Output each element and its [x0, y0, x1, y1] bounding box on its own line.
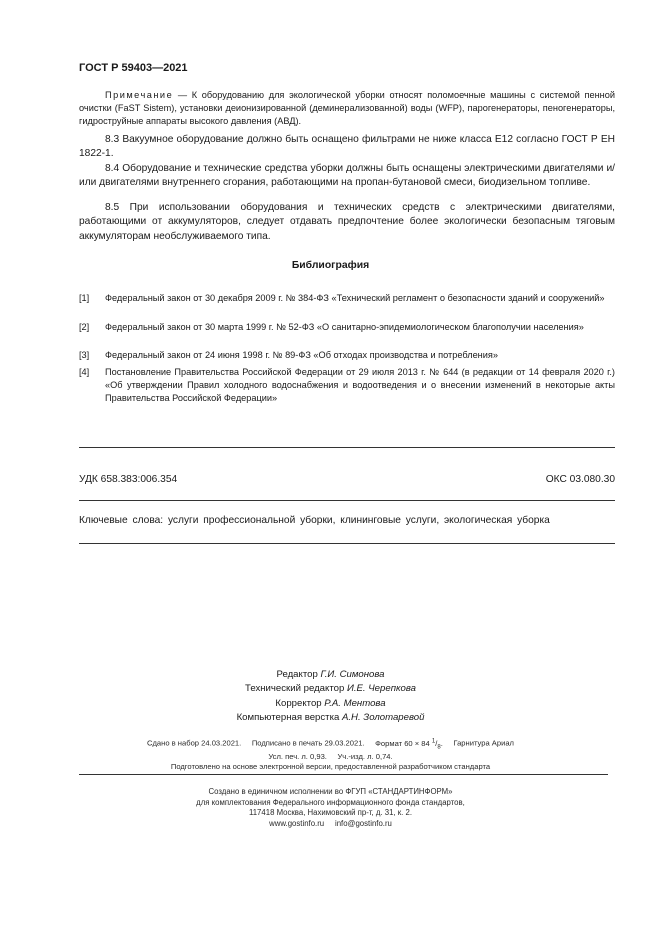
credits-block	[0, 668, 661, 725]
imprint-line-1	[0, 736, 661, 752]
section-8-4	[79, 162, 615, 191]
imprint-format-prefix: Формат 60 × 84	[375, 738, 430, 748]
credit-corrector	[0, 697, 661, 711]
credit-name: Г.И. Симонова	[320, 669, 385, 680]
divider-line	[79, 447, 615, 448]
bibliography-item	[79, 366, 615, 404]
divider-line	[79, 500, 615, 501]
section-number: 8.4	[105, 163, 120, 174]
oks-code: ОКС 03.080.30	[545, 474, 615, 485]
bibliography-item	[79, 292, 615, 305]
imprint-pub-sheets: Уч.-изд. л. 0,74.	[337, 752, 393, 762]
credit-role: Редактор	[276, 669, 318, 680]
imprint-format-den: 8	[437, 744, 441, 751]
bibliography-number: [4]	[79, 367, 90, 377]
divider-line	[79, 774, 608, 775]
bibliography-number: [1]	[79, 293, 90, 303]
credit-layout	[0, 711, 661, 725]
keywords-line: Ключевые слова: услуги профессиональной уборки, клининговые услуги, экологическая уборка	[79, 515, 550, 526]
publisher-line-2: для комплектования Федерального информационного фонда стандартов,	[196, 797, 465, 807]
section-text: При использовании оборудования и технических средств с электрическими двигателями, работающими от аккумуляторов, следует отдавать предпочтение более экологически безопасным тяговым аккумуляторам необслуживаемого типа.	[79, 202, 615, 242]
page-header-standard: ГОСТ Р 59403—2021	[79, 62, 188, 74]
bibliography-number: [3]	[79, 350, 90, 360]
note-text: — К оборудованию для экологической уборки относят поломоечные машины с системой пенной очистки (FaST Sistem), установки деионизированной (деминерализованной) воды (WFP), парогенераторы, пеногенераторы, гидроструйные аппараты высокого давления (АВД).	[79, 90, 615, 126]
bibliography-text: Постановление Правительства Российской Федерации от 29 июля 2013 г. № 644 (в редакции от 14 февраля 2020 г.) «Об утверждении Правил холодного водоснабжения и водоотведения и о внесении изменений в некоторые акты Правительства Российской Федерации»	[105, 367, 615, 403]
imprint-typeface: Гарнитура Ариал	[453, 738, 514, 748]
bibliography-title: Библиография	[291, 260, 370, 271]
credit-role: Технический редактор	[245, 683, 345, 695]
credit-tech-editor	[0, 682, 661, 696]
bibliography-text: Федеральный закон от 30 марта 1999 г. № 52-ФЗ «О санитарно-эпидемиологическом благополучии населения»	[105, 322, 584, 332]
section-number: 8.5	[105, 202, 120, 213]
imprint-prepared: Подготовлено на основе электронной версии, предоставленной разработчиком стандарта	[170, 762, 491, 772]
bibliography-text: Федеральный закон от 24 июня 1998 г. № 89-ФЗ «Об отходах производства и потребления»	[105, 350, 498, 360]
credit-name: А.Н. Золотаревой	[341, 711, 425, 723]
credit-name: И.Е. Черепкова	[346, 683, 416, 695]
credit-editor	[0, 668, 661, 682]
bibliography-text: Федеральный закон от 30 декабря 2009 г. № 384-ФЗ «Технический регламент о безопасности зданий и сооружений»	[105, 293, 605, 303]
bibliography-item	[79, 321, 615, 334]
section-number: 8.3	[105, 134, 120, 145]
credit-role: Корректор	[275, 697, 322, 709]
bibliography-item	[79, 349, 615, 362]
publisher-address: 117418 Москва, Нахимовский пр-т, д. 31, к. 2.	[248, 808, 413, 817]
credit-role: Компьютерная верстка	[236, 711, 340, 723]
note-paragraph	[79, 89, 615, 127]
publisher-block	[0, 787, 661, 829]
note-label: Примечание	[105, 90, 174, 100]
section-text: Оборудование и технические средства уборки должны быть оснащены электрическими двигателями и/или двигателями внутреннего сгорания, работающими на пропан-бутановой смеси, биодизельном топливе.	[79, 163, 615, 189]
section-text: Вакуумное оборудование должно быть оснащено фильтрами не ниже класса Е12 согласно ГОСТ Р ЕН 1822-1.	[79, 134, 615, 160]
section-8-3	[79, 133, 615, 162]
credit-name: Р.А. Ментова	[324, 697, 386, 709]
imprint-line-2	[0, 752, 661, 762]
imprint-print-sheets: Усл. печ. л. 0,93.	[268, 752, 327, 762]
publisher-email-link[interactable]: info@gostinfo.ru	[334, 818, 392, 828]
publisher-contacts	[0, 819, 661, 830]
publisher-line-1: Создано в единичном исполнении во ФГУП «СТАНДАРТИНФОРМ»	[208, 787, 453, 796]
divider-line	[79, 543, 615, 544]
imprint-format-num: 1	[431, 738, 436, 744]
imprint-submitted: Сдано в набор 24.03.2021.	[147, 738, 242, 748]
publisher-site-link[interactable]: www.gostinfo.ru	[269, 818, 325, 828]
imprint-signed: Подписано в печать 29.03.2021.	[251, 738, 365, 748]
imprint-block	[0, 736, 661, 772]
section-8-5	[79, 201, 615, 244]
bibliography-number: [2]	[79, 322, 90, 332]
imprint-format: Формат 60 × 84 $^1/_8$.	[375, 738, 443, 751]
udk-code: УДК 658.383:006.354	[79, 474, 178, 485]
